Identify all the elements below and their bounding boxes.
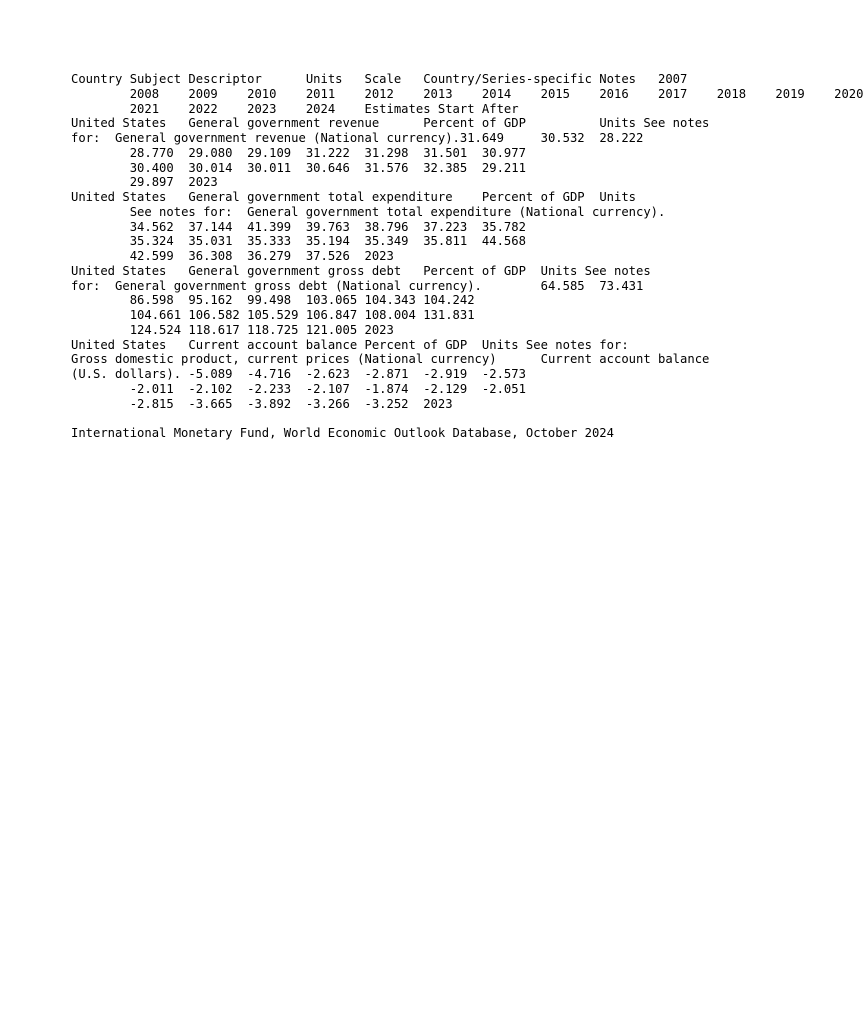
text-line: 30.400 30.014 30.011 30.646 31.576 32.385 29.211 bbox=[71, 160, 526, 175]
text-line: -2.815 -3.665 -3.892 -3.266 -3.252 2023 bbox=[71, 396, 453, 411]
source-line: International Monetary Fund, World Economic Outlook Database, October 2024 bbox=[71, 426, 614, 440]
text-line: United States General government revenue Percent of GDP Units See notes bbox=[71, 116, 710, 131]
text-line: United States General government total expenditure Percent of GDP Units bbox=[71, 190, 636, 204]
text-line: 29.897 2023 bbox=[71, 175, 218, 190]
text-line: 86.598 95.162 99.498 103.065 104.343 104.242 bbox=[71, 293, 475, 308]
text-line: for: General government gross debt (National currency). 64.585 73.431 bbox=[71, 278, 644, 293]
text-line: United States General government gross debt Percent of GDP Units See notes bbox=[71, 263, 651, 278]
text-line: United States Current account balance Percent of GDP Units See notes for: bbox=[71, 337, 629, 352]
text-line: (U.S. dollars). -5.089 -4.716 -2.623 -2.871 -2.919 -2.573 bbox=[71, 367, 526, 381]
text-line: for: General government revenue (National currency).31.649 30.532 28.222 bbox=[71, 131, 644, 145]
text-line: 42.599 36.308 36.279 37.526 2023 bbox=[71, 249, 394, 263]
text-line: 104.661 106.582 105.529 106.847 108.004 131.831 bbox=[71, 308, 475, 322]
text-line: Country Subject Descriptor Units Scale Country/Series-specific Notes 2007 bbox=[71, 72, 688, 86]
text-line: Gross domestic product, current prices (National currency) Current account balance bbox=[71, 352, 710, 367]
text-line: 35.324 35.031 35.333 35.194 35.349 35.811 44.568 bbox=[71, 234, 526, 249]
text-line: See notes for: General government total expenditure (National currency). bbox=[71, 204, 666, 219]
text-line: 124.524 118.617 118.725 121.005 2023 bbox=[71, 322, 394, 337]
blank-line bbox=[71, 411, 863, 426]
tab-delimited-text bbox=[71, 72, 863, 441]
text-line: 2008 2009 2010 2011 2012 2013 2014 2015 2016 2017 2018 2019 2020 bbox=[71, 86, 863, 101]
text-line: 28.770 29.080 29.109 31.222 31.298 31.501 30.977 bbox=[71, 145, 526, 160]
text-line: -2.011 -2.102 -2.233 -2.107 -1.874 -2.129 -2.051 bbox=[71, 381, 526, 396]
text-line: 34.562 37.144 41.399 39.763 38.796 37.223 35.782 bbox=[71, 219, 526, 234]
text-line: 2021 2022 2023 2024 Estimates Start After bbox=[71, 101, 519, 116]
